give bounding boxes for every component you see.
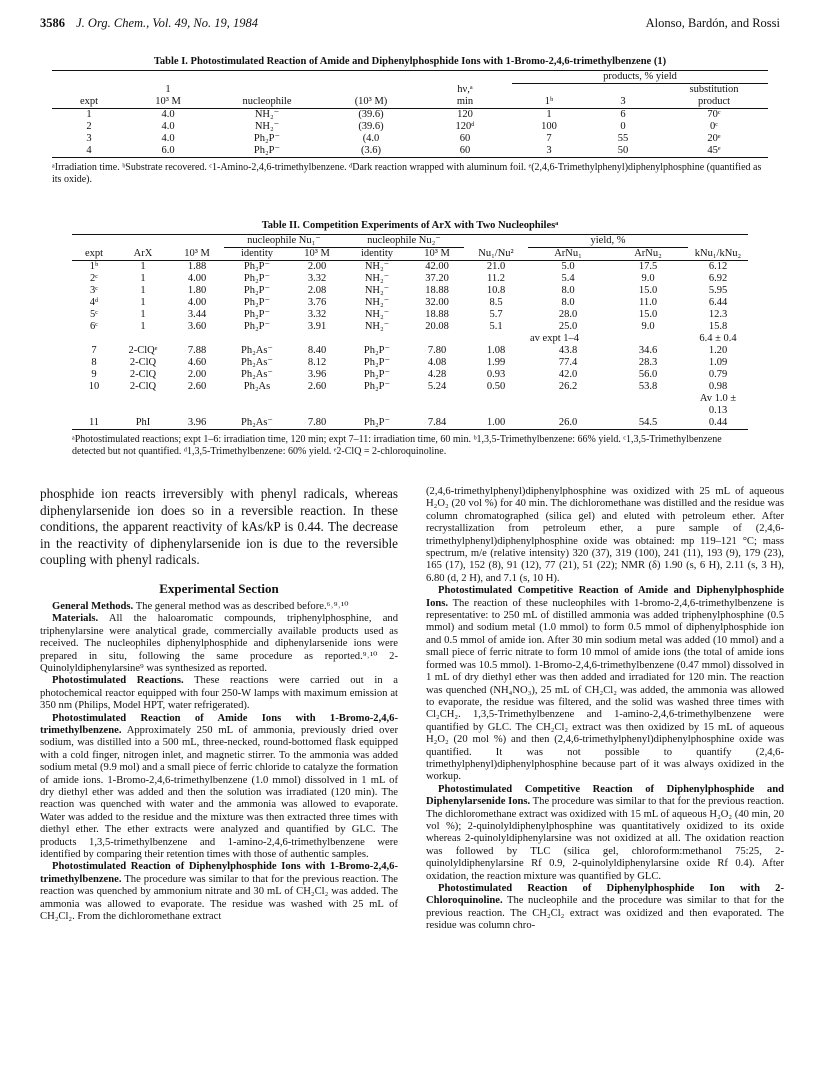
paragraph-body: The procedure was similar to that for the previous reaction. The reaction was quenched by ammonium nitrate and 30 mL of CH₂Cl₂ was added. The ammonia was allowed to evaporate. The residue was washed with 25 mL of CH₂Cl₂. From the dichloromethane extract <box>40 873 398 923</box>
table-cell: 2ᶜ <box>90 273 98 284</box>
table-cell: NH₂⁻ <box>364 273 390 284</box>
paragraph: (2,4,6-trimethylphenyl)diphenylphosphine was oxidized with 25 mL of aqueous H₂O₂ (20 vol %) for 40 min. The dichloromethane was distilled and the residue was column chromatographed (silica gel) and eluted with petroleum ether. After recrystallization from petroleum ether, a pure sample of (2,4,6-trimethylphenyl)diphenylphosphine oxide was obtained: mp 119–121 °C; mass spectrum, m/e (relative intensity) 320 (37), 319 (100), 241 (11), 193 (9), 179 (23), 165 (17), 152 (8), 91 (12), 77 (21), 51 (22); NMR (δ) 1.90 (s, 6 H), 2.11 (s, 3 H), 6.80 (d, 2 H), and 7.1 (s, 10 H). <box>426 486 784 584</box>
table-cell: 6.12 <box>708 261 728 272</box>
table-cell: 26.0 <box>558 417 578 428</box>
table-cell: 15.0 <box>638 285 658 296</box>
table-cell: 6.0 <box>161 145 175 156</box>
paragraph <box>40 613 398 675</box>
table-cell: 11.0 <box>639 297 657 308</box>
table-cell: 26.2 <box>558 381 578 392</box>
table-cell: 4.0 <box>161 109 175 120</box>
table-cell: 60 <box>459 133 471 144</box>
table-cell: Ph₂P⁻ <box>363 369 391 380</box>
paragraph-body: These reactions were carried out in a photochemical reactor equipped with four 250-W lamps with maximum emission at 350 nm (Philips, Model HPT, water refrigerated). <box>40 675 398 712</box>
table-cell: 4.60 <box>187 357 207 368</box>
table-cell: 4.00 <box>187 273 207 284</box>
table-cell: Ph₂P⁻ <box>243 297 271 308</box>
paragraph <box>426 784 784 883</box>
table-cell: 1 <box>86 109 92 120</box>
table-cell: 2.60 <box>187 381 207 392</box>
table-cell: 2-ClQ <box>129 357 157 368</box>
table-cell: 5.1 <box>489 321 503 332</box>
table-cell: 1 <box>140 261 146 272</box>
table-cell: 1.09 <box>708 357 728 368</box>
table-cell: Ph₂P⁻ <box>363 417 391 428</box>
paragraph <box>426 585 784 784</box>
table-cell: 8.0 <box>561 285 575 296</box>
table-cell: 10.8 <box>486 285 506 296</box>
col-header: ArX <box>133 248 153 259</box>
table-cell: 6.44 <box>708 297 728 308</box>
col-header: substitution product <box>689 84 739 107</box>
table-cell: 3ᶜ <box>90 285 98 296</box>
table-cell: Ph₂P⁻ <box>253 133 281 144</box>
table-cell: 3.91 <box>307 321 327 332</box>
table-cell: 0.93 <box>486 369 506 380</box>
paragraph-head: Photostimulated Competitive Reaction of Amide and Diphenylphosphide Ions. <box>426 585 784 609</box>
table-cell: 5.0 <box>561 261 575 272</box>
table-cell: 77.4 <box>558 357 578 368</box>
table-cell: 8 <box>91 357 97 368</box>
table-cell: 7 <box>546 133 552 144</box>
table-cell: 120 <box>457 109 473 120</box>
table-row <box>72 273 748 285</box>
table-cell: 3.44 <box>187 309 207 320</box>
table-row <box>72 309 748 321</box>
table-cell: 1.80 <box>187 285 207 296</box>
table-2-group-header: nucleophile Nu₂⁻ <box>344 235 464 248</box>
table-cell: 2.60 <box>307 381 327 392</box>
paragraph-body: All the haloaromatic compounds, triphenylphosphine, and triphenylarsine were analytical grade, commercially available products used as received. The nucleophiles diphenylphosphide and diphenylarsenide ions were prepared in situ, following the same procedure as reported.⁹˒¹⁰ 2-Quinolyldiphenylarsine⁹ was synthesized as reported. <box>40 613 398 674</box>
table-cell: 3.32 <box>307 309 327 320</box>
table-row <box>72 321 748 333</box>
table-2-header-row <box>72 248 748 261</box>
table-cell: 2.00 <box>187 369 207 380</box>
author-list: Alonso, Bardón, and Rossi <box>645 16 780 30</box>
table-cell: 34.6 <box>638 345 658 356</box>
table-cell: 0ᶜ <box>710 121 718 132</box>
table-cell: 1.20 <box>708 345 728 356</box>
paragraph-body: The nucleophile and the procedure was similar to that for the previous reaction. The CH₂Cl₂ extract was oxidized and then evaporated. The residue was column chro- <box>426 895 784 932</box>
col-header: hν,ᵃ min <box>456 84 474 107</box>
table-cell: 6.92 <box>708 273 728 284</box>
table-cell: Ph₂P⁻ <box>243 285 271 296</box>
table-cell: 1 <box>140 285 146 296</box>
col-header: 1ᵇ <box>544 96 554 107</box>
table-cell: (39.6) <box>358 109 384 120</box>
table-row <box>52 133 768 145</box>
table-cell: 0.98 <box>708 381 728 392</box>
paragraph-body: The general method was as described before.⁶˒⁹˒¹⁰ <box>135 600 349 612</box>
table-cell: 7.80 <box>307 417 327 428</box>
table-cell: Ph₂As⁻ <box>241 369 273 380</box>
table-cell: 5ᶜ <box>90 309 98 320</box>
table-cell: 8.12 <box>307 357 327 368</box>
table-cell: 17.5 <box>638 261 658 272</box>
paragraph-head: Photostimulated Reaction of Diphenylphosphide Ions with 1-Bromo-2,4,6-trimethylbenzene. <box>40 861 398 885</box>
col-header: 10³ M <box>304 248 330 259</box>
table-cell: 7.84 <box>427 417 447 428</box>
intro-paragraph: phosphide ion reacts irreversibly with phenyl radicals, whereas diphenylarsenide ion does so in a reversible reaction. In these conditions, the apparent reactivity of kAs/kP is 0.44. The decrease in the reactivity of diphenylarsenide ion is due to the reversible coupling with phenyl radicals. <box>40 486 398 567</box>
table-cell: 18.88 <box>425 285 449 296</box>
table-cell: 2 <box>86 121 92 132</box>
table-cell: NH₂⁻ <box>364 285 390 296</box>
table-cell: 4 <box>86 145 92 156</box>
table-cell: 3.60 <box>187 321 207 332</box>
table-cell: Ph₂P⁻ <box>243 309 271 320</box>
table-cell: NH₂⁻ <box>254 121 280 132</box>
table-cell: 1 <box>140 297 146 308</box>
table-cell: 0.50 <box>486 381 506 392</box>
table-cell: 2-ClQᵉ <box>128 345 158 356</box>
table-cell: 21.0 <box>486 261 506 272</box>
table-cell: Ph₂P⁻ <box>243 273 271 284</box>
table-row <box>52 145 768 158</box>
paragraph <box>40 713 398 862</box>
table-cell: 3.96 <box>187 417 207 428</box>
table-2-grid <box>72 234 748 430</box>
table-cell: NH₂⁻ <box>254 109 280 120</box>
table-cell: 6ᶜ <box>90 321 98 332</box>
paragraph <box>40 861 398 923</box>
table-cell: 0.44 <box>708 417 728 428</box>
table-cell: 20.08 <box>425 321 449 332</box>
left-column <box>40 486 398 923</box>
table-cell: 9.0 <box>641 273 655 284</box>
paragraph <box>426 883 784 933</box>
paragraph-body: The procedure was similar to that for the previous reaction. The dichloromethane extract was oxidized with 15 mL of aqueous H₂O₂ (40 min, 20 vol %); 2-quinolyldiphenylphosphine was quantitatively oxidized to its oxide whereas 2-quinolyldiphenylarsine was not oxidized at all. The oxidation reaction was followed by TLC (silica gel, chloroform:methanol 75:25, 2-quinolyldiphenylarsine Rf 0.9, 2-quinolyldiphenylarsine oxide Rf 0.4). After oxidation, the reaction mixture was quantified by GLC. <box>426 796 784 882</box>
table-cell: (3.6) <box>360 145 382 156</box>
table-cell: 1.99 <box>486 357 506 368</box>
table-cell: 3.76 <box>307 297 327 308</box>
table-cell: 1ᵇ <box>89 261 99 272</box>
table-cell: Av 1.0 ± 0.13 <box>699 393 737 416</box>
table-cell: 54.5 <box>638 417 658 428</box>
table-cell: 3 <box>86 133 92 144</box>
paragraph <box>40 675 398 712</box>
table-row <box>72 345 748 357</box>
paragraph-head: Photostimulated Reactions. <box>52 675 184 687</box>
col-header: Nu₁/Nu² <box>478 248 514 259</box>
table-cell: 70ᶜ <box>707 109 721 120</box>
table-cell: 2.08 <box>307 285 327 296</box>
table-1-footnote: ᵃIrradiation time. ᵇSubstrate recovered. ᶜ1-Amino-2,4,6-trimethylbenzene. ᵈDark reaction wrapped with aluminum foil. ᵉ(2,4,6-Trimethylphenyl)diphenylphosphine (quantified as its oxide). <box>52 162 762 185</box>
table-cell: 3.32 <box>307 273 327 284</box>
table-cell: 50 <box>617 145 629 156</box>
table-row <box>72 369 748 381</box>
table-cell: 55 <box>617 133 629 144</box>
col-header: expt <box>84 248 104 259</box>
table-row-average <box>72 333 748 345</box>
col-header: identity <box>360 248 394 259</box>
table-cell: 8.0 <box>561 297 575 308</box>
table-cell: 1 <box>546 109 552 120</box>
table-cell: 6 <box>620 109 626 120</box>
table-cell: 15.0 <box>638 309 658 320</box>
table-cell: (39.6) <box>358 121 384 132</box>
table-cell: 1 <box>140 309 146 320</box>
paragraph-head: Materials. <box>52 613 99 625</box>
col-header: 3 <box>620 96 626 107</box>
journal-citation: J. Org. Chem., Vol. 49, No. 19, 1984 <box>76 16 258 30</box>
table-cell: NH₂⁻ <box>364 261 390 272</box>
table-cell: 3 <box>546 145 552 156</box>
table-cell: Ph₂P⁻ <box>363 357 391 368</box>
paragraph-body: Approximately 250 mL of ammonia, previously dried over sodium, was distilled into a 500 mL, three-necked, round-bottomed flask equipped with a cold finger, nitrogen inlet, and magnetic stirrer. To the ammonia was added sodium metal (9.9 mol) and a small piece of ferric chloride to catalyze the formation of amide ions. 1-Bromo-2,4,6-trimethylbenzene (1.0 mmol) dissolved in 1 mL of dry diethyl ether was added and then the solution was irradiated (120 min). The reaction was quenched with water and the ammonia was allowed to evaporate. Water was added to the residue and the mixture was then extracted three times with diethyl ether. The ether extracts were analyzed and quantified by GLC. The products 1,3,5-trimethylbenzene and 1-amino-2,4,6-trimethylbenzene were identified by comparing their retention times with those of authentic samples. <box>40 724 398 861</box>
table-row <box>72 297 748 309</box>
paragraph-head: Photostimulated Reaction of Amide Ions with 1-Bromo-2,4,6-trimethylbenzene. <box>40 712 398 736</box>
table-2-caption: Table II. Competition Experiments of ArX with Two Nucleophilesᵃ <box>261 220 559 231</box>
table-row <box>72 261 748 274</box>
col-header: kNu₁/kNu₂ <box>694 248 742 259</box>
col-header: ArNu₁ <box>554 248 582 259</box>
table-cell: Ph₂P⁻ <box>363 345 391 356</box>
table-cell: 60 <box>459 145 471 156</box>
table-cell: 0 <box>620 121 626 132</box>
table-1-grid <box>52 70 768 158</box>
table-cell: 20ᵉ <box>707 133 721 144</box>
table-cell: 9.0 <box>641 321 655 332</box>
table-1 <box>52 56 768 186</box>
table-cell: av expt 1–4 <box>530 333 579 344</box>
table-cell: 1.08 <box>486 345 506 356</box>
table-cell: 25.0 <box>558 321 578 332</box>
table-cell: 42.0 <box>558 369 578 380</box>
table-cell: 4.00 <box>187 297 207 308</box>
col-header: nucleophile <box>242 96 292 107</box>
table-cell: 4.28 <box>427 369 447 380</box>
table-cell: 11 <box>88 417 100 428</box>
table-cell: 5.4 <box>561 273 575 284</box>
table-cell: 4.0 <box>161 133 175 144</box>
table-cell: 7.80 <box>427 345 447 356</box>
table-cell: Ph₂P⁻ <box>243 321 271 332</box>
table-cell: 42.00 <box>425 261 449 272</box>
table-cell: 8.40 <box>307 345 327 356</box>
table-cell: 4.08 <box>427 357 447 368</box>
table-cell: NH₂⁻ <box>364 297 390 308</box>
table-cell: 18.88 <box>425 309 449 320</box>
table-cell: Ph₂P⁻ <box>253 145 281 156</box>
table-cell: 4.0 <box>161 121 175 132</box>
table-cell: 120ᵈ <box>455 121 475 132</box>
table-1-caption: Table I. Photostimulated Reaction of Amide and Diphenylphosphide Ions with 1-Bromo-2,4,6-trimethylbenzene (1) <box>153 56 667 67</box>
table-cell: 7.88 <box>187 345 207 356</box>
table-cell: 2.00 <box>307 261 327 272</box>
table-1-header-row <box>52 84 768 109</box>
table-cell: 1 <box>140 273 146 284</box>
table-cell: NH₂⁻ <box>364 309 390 320</box>
table-cell: 5.24 <box>427 381 447 392</box>
paragraph-head: General Methods. <box>52 600 134 612</box>
table-row <box>72 357 748 369</box>
table-cell: 100 <box>541 121 557 132</box>
table-cell: 28.0 <box>558 309 578 320</box>
table-cell: 4ᵈ <box>89 297 99 308</box>
col-header: expt <box>79 96 99 107</box>
table-cell: Ph₂P⁻ <box>243 261 271 272</box>
table-cell: 7 <box>91 345 97 356</box>
table-cell: 5.95 <box>708 285 728 296</box>
table-cell: PhI <box>135 417 151 428</box>
table-cell: 0.79 <box>708 369 728 380</box>
paragraph <box>40 601 398 613</box>
table-cell: 32.00 <box>425 297 449 308</box>
table-cell: 1 <box>140 321 146 332</box>
page-number: 3586 <box>40 16 65 30</box>
paragraph-head: Photostimulated Competitive Reaction of Diphenylphosphide and Diphenylarsenide Ions. <box>426 783 784 808</box>
paragraph-body: The reaction of these nucleophiles with 1-bromo-2,4,6-trimethylbenzene is representative: to 250 mL of distilled ammonia was added triphenylphosphine (0.5 mmol) and sodium metal (1.0 mmol) to form 0.5 mmol of diphenylphosphide ion and 0.5 mmol of amide ion. After 30 min sodium metal was added (10 mmol) and a small piece of ferric nitrate to form 10 mmol of amide ions (the total of amide ions formed was 10.5 mmol). 1-Bromo-2,4,6-trimethylbenzene (0.47 mmol) dissolved in 1 mL of dry diethyl ether was then added and irradiated for 120 min. The reaction was quenched (NH₄NO₃), 25 mL of CH₂Cl₂ was added, the ammonia was allowed to evaporate, the residue was filtered, and the solid was washed three times with Cl₂CH₂. 1,3,5-Trimethylbenzene and 1-amino-2,4,6-trimethylbenzene were quantified by GLC. The CH₂Cl₂ extract was then oxidized by 15 mL of aqueous H₂O₂ (20 mol %) and then (2,4,6-trimethylphenyl)diphenylphosphine oxide was quantified. It was not possible to quantify (2,4,6-trimethylphenyl)diphenylphosphine because part of it was always oxidized in the workup. <box>426 597 784 783</box>
table-row-average <box>72 393 748 417</box>
table-cell: 1.00 <box>486 417 506 428</box>
table-cell: 8.5 <box>489 297 503 308</box>
table-2 <box>72 220 748 458</box>
col-header: (10³ M) <box>354 96 388 107</box>
paragraph-head: Photostimulated Reaction of Diphenylphosphide Ion with 2-Chloroquinoline. <box>426 883 784 907</box>
table-cell: NH₂⁻ <box>364 321 390 332</box>
table-1-group-header: products, % yield <box>512 71 768 84</box>
table-cell: 12.3 <box>708 309 728 320</box>
table-cell: 43.8 <box>558 345 578 356</box>
section-title: Experimental Section <box>159 580 279 596</box>
table-cell: Ph₂As⁻ <box>241 345 273 356</box>
col-header: 1 10³ M <box>155 84 181 107</box>
table-cell: 2-ClQ <box>129 381 157 392</box>
table-cell: 2-ClQ <box>129 369 157 380</box>
table-cell: 9 <box>91 369 97 380</box>
col-header: 10³ M <box>424 248 450 259</box>
table-cell: 45ᵉ <box>707 145 721 156</box>
table-cell: 56.0 <box>638 369 658 380</box>
table-cell: 53.8 <box>638 381 658 392</box>
table-row <box>72 285 748 297</box>
table-cell: 10 <box>88 381 100 392</box>
table-2-group-header: yield, % <box>528 235 688 248</box>
table-cell: 3.96 <box>307 369 327 380</box>
table-row <box>52 121 768 133</box>
table-cell: 5.7 <box>489 309 503 320</box>
table-cell: 37.20 <box>425 273 449 284</box>
table-cell: 11.2 <box>487 273 505 284</box>
table-2-footnote: ᵃPhotostimulated reactions; expt 1–6: irradiation time, 120 min; expt 7–11: irradiation time, 60 min. ᵇ1,3,5-Trimethylbenzene: 66% yield. ᶜ1,3,5-Trimethylbenzene detected but not quantified. ᵈ1,3,5-Trimethylbenzene: 60% yield. ᵉ2-ClQ = 2-chloroquinoline. <box>72 434 722 457</box>
table-cell: (4.0 <box>362 133 380 144</box>
right-column <box>426 486 784 933</box>
table-cell: 15.8 <box>708 321 728 332</box>
table-cell: Ph₂As⁻ <box>241 357 273 368</box>
table-row <box>52 109 768 122</box>
table-cell: 1.88 <box>187 261 207 272</box>
table-row <box>72 417 748 430</box>
table-cell: 28.3 <box>638 357 658 368</box>
table-cell: Ph₂As <box>243 381 271 392</box>
table-row <box>72 381 748 393</box>
table-cell: Ph₂As⁻ <box>241 417 273 428</box>
table-cell: 6.4 ± 0.4 <box>699 333 737 344</box>
col-header: ArNu₂ <box>634 248 662 259</box>
table-cell: Ph₂P⁻ <box>363 381 391 392</box>
col-header: identity <box>240 248 274 259</box>
col-header: 10³ M <box>184 248 210 259</box>
running-header <box>40 16 780 34</box>
table-2-group-header: nucleophile Nu₁⁻ <box>224 235 344 248</box>
